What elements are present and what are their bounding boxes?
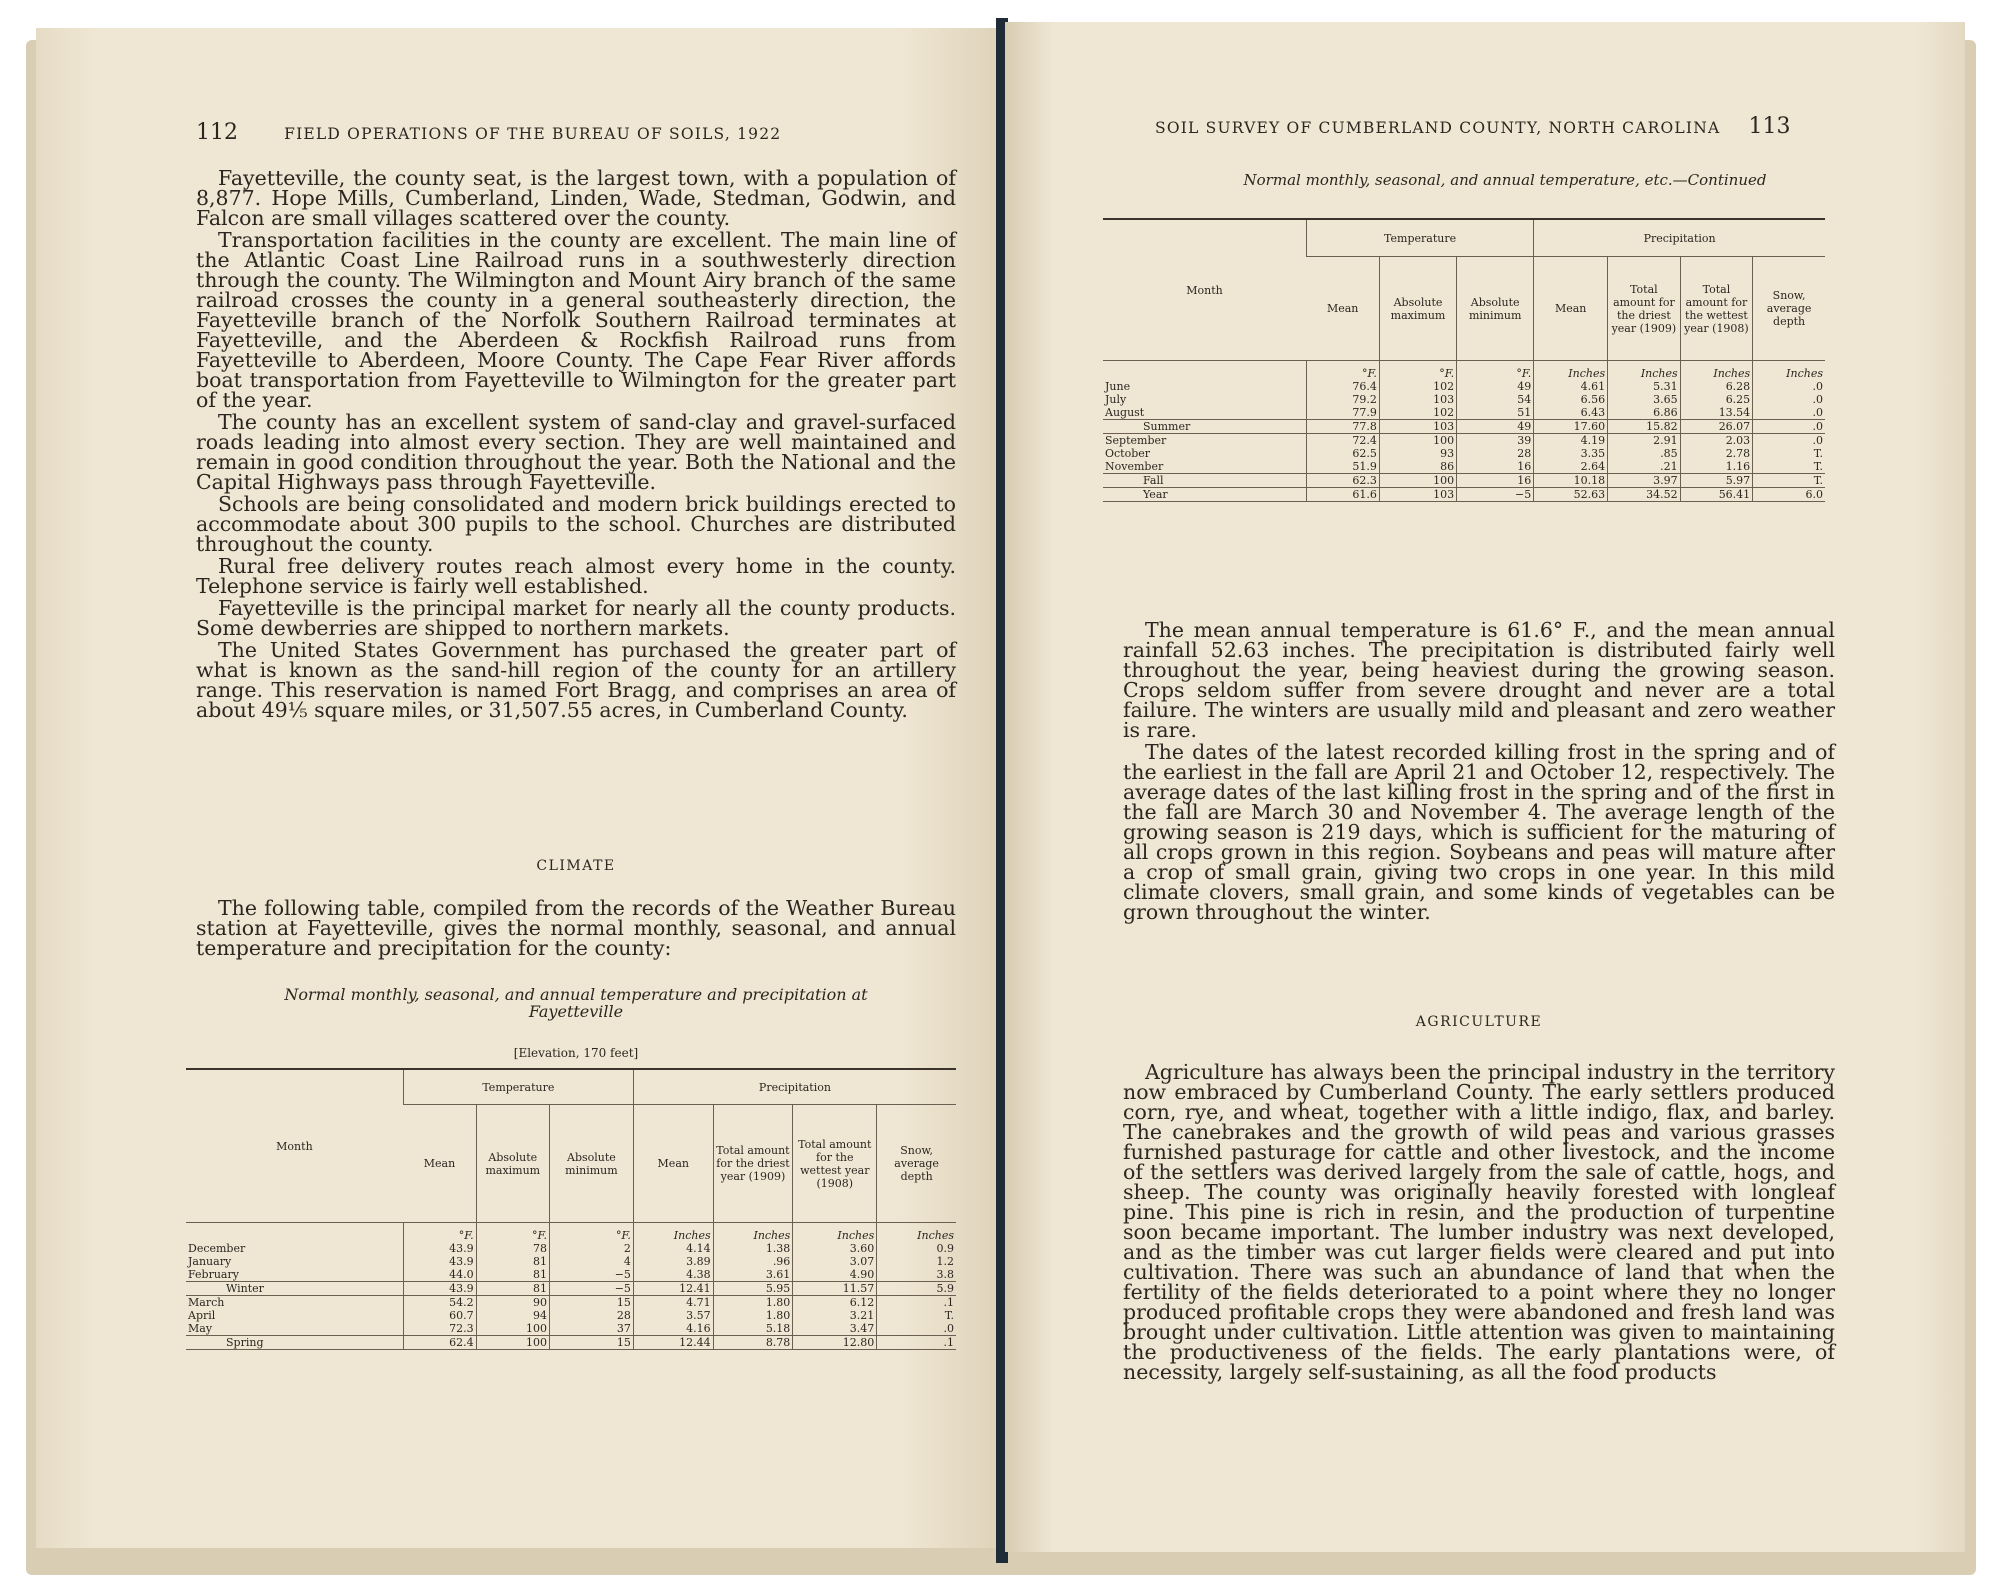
value-stack: 78 81 81 [476,1242,549,1282]
season-row: Summer 77.8 103 49 17.60 15.82 26.07 .0 [1103,420,1825,434]
climate-heading: CLIMATE [536,858,616,874]
value-stack: 43.9 43.9 44.0 [403,1242,476,1282]
season-row: Winter 43.9 81 −5 12.41 5.95 11.57 5.9 [186,1282,956,1296]
unit-cell: °F. [403,1223,476,1243]
col-snow: Snow, average depth [877,1105,956,1223]
value-stack: 6.28 6.25 13.54 [1680,380,1753,420]
value-stack: 90 94 100 [476,1296,549,1336]
col-mean: Mean [1306,257,1379,361]
value-stack: 72.4 62.5 51.9 [1306,434,1379,474]
paragraph: The mean annual temperature is 61.6° F., and the mean annual rainfall 52.63 inches. The precipitation is distributed fairly well throughout the year, being heaviest during the growing season. Crops seldom suffer from severe drought and never are a total failure. The winters are usually mild and pleasant and zero weather is rare. [1123,618,1835,742]
col-precip-mean: Mean [633,1105,713,1223]
paragraph: Fayetteville is the principal market for nearly all the county products. Some dewberries are shipped to northern markets. [196,596,956,640]
col-mean: Mean [403,1105,476,1223]
unit-cell: °F. [1379,361,1456,381]
col-abs-max: Absolute maximum [476,1105,549,1223]
value-stack: 2.91 .85 .21 [1608,434,1681,474]
unit-cell: Inches [1680,361,1753,381]
elevation-note: [Elevation, 170 feet] [513,1046,639,1060]
value-stack: 6.12 3.21 3.47 [793,1296,877,1336]
left-page-number: 112 [196,120,238,145]
right-table-caption: Normal monthly, seasonal, and annual temperature, etc.—Continued [1243,171,1767,189]
col-group-temperature: Temperature [403,1069,633,1105]
right-running-head [1155,114,1791,139]
month-stack: March April May [188,1296,225,1335]
right-page [1005,22,1965,1552]
unit-cell: °F. [1457,361,1534,381]
month-stack: December January February [188,1242,246,1281]
value-stack: 5.31 3.65 6.86 [1608,380,1681,420]
left-table-caption [196,986,956,1020]
unit-cell: Inches [793,1223,877,1243]
unit-cell: Inches [1534,361,1608,381]
left-body-text [196,168,956,722]
paragraph: The county has an excellent system of sand-clay and gravel-surfaced roads leading into almost every section. They are well maintained and remain in good condition throughout the year. Both the National and the Capital Highways pass through Fayetteville. [196,410,956,494]
right-page-number: 113 [1748,114,1791,139]
table-row [1103,434,1825,474]
unit-cell [1103,361,1306,381]
col-month: Month [1103,219,1306,361]
col-group-temperature: Temperature [1306,219,1533,257]
paragraph: The following table, compiled from the records of the Weather Bureau station at Fayetteville, gives the normal monthly, seasonal, and annual temperature and precipitation for the county: [196,896,956,960]
value-stack: 4.14 3.89 4.38 [633,1242,713,1282]
unit-cell: Inches [633,1223,713,1243]
unit-cell [186,1223,403,1243]
unit-cell: Inches [1608,361,1681,381]
paragraph: Schools are being consolidated and modern brick buildings erected to accommodate about 300 pupils to the school. Churches are distributed throughout the county. [196,492,956,556]
unit-cell: Inches [1753,361,1825,381]
right-body-text [1123,620,1835,924]
col-wettest: Total amount for the wettest year (1908) [1680,257,1753,361]
value-stack: 3.60 3.07 4.90 [793,1242,877,1282]
agriculture-heading: AGRICULTURE [1415,1014,1543,1030]
climate-table-right [1103,218,1825,502]
season-row: Spring 62.4 100 15 12.44 8.78 12.80 .1 [186,1336,956,1350]
season-row: Fall 62.3 100 16 10.18 3.97 5.97 T. [1103,474,1825,488]
paragraph: Fayetteville, the county seat, is the largest town, with a population of 8,877. Hope Mills, Cumberland, Linden, Wade, Stedman, Godwin, and Falcon are small villages scattered over the county. [196,166,956,230]
paragraph: The United States Government has purchased the greater part of what is known as the sand-hill region of the county for an artillery range. This reservation is named Fort Bragg, and comprises an area of about 49⅕ square miles, or 31,507.55 acres, in Cumberland County. [196,638,956,722]
value-stack: 49 54 51 [1457,380,1534,420]
col-precip-mean: Mean [1534,257,1608,361]
col-group-precipitation: Precipitation [1534,219,1825,257]
paragraph: The dates of the latest recorded killing frost in the spring and of the earliest in the fall are April 21 and October 12, respectively. The average dates of the last killing frost in the spring and of the first in the fall are March 30 and November 4. The average length of the growing season is 219 days, which is sufficient for the maturing of all crops grown in this region. Soybeans and peas will mature after a crop of small grain, giving two crops in one year. In this mild climate clovers, small grain, and some kinds of vegetables can be grown throughout the winter. [1123,740,1835,924]
unit-cell: Inches [877,1223,956,1243]
paragraph: Transportation facilities in the county are excellent. The main line of the Atlantic Coast Line Railroad runs in a southwesterly direction through the county. The Wilmington and Mount Airy branch of the same railroad crosses the county in a general southeasterly direction, the Fayetteville branch of the Norfolk Southern Railroad terminates at Fayetteville, and the Aberdeen & Rockfish Railroad runs from Fayetteville to Aberdeen, Moore County. The Cape Fear River affords boat transportation from Fayetteville to Wilmington for the greater part of the year. [196,228,956,412]
col-driest: Total amount for the driest year (1909) [1608,257,1681,361]
unit-cell: °F. [549,1223,633,1243]
value-stack: .1 T. .0 [877,1296,956,1336]
value-stack: 4.71 3.57 4.16 [633,1296,713,1336]
left-running-title: FIELD OPERATIONS OF THE BUREAU OF SOILS, 1922 [284,125,782,143]
value-stack: 76.4 79.2 77.9 [1306,380,1379,420]
col-abs-min: Absolute minimum [549,1105,633,1223]
col-abs-max: Absolute maximum [1379,257,1456,361]
caption-line: Normal monthly, seasonal, and annual temperature and precipitation at [284,985,868,1004]
unit-cell: °F. [1306,361,1379,381]
climate-table-left [186,1068,956,1350]
value-stack: 4.19 3.35 2.64 [1534,434,1608,474]
value-stack: 2 4 −5 [549,1242,633,1282]
climate-intro [196,898,956,960]
month-stack: September October November [1105,434,1167,473]
table-row [1103,380,1825,420]
value-stack: 102 103 102 [1379,380,1456,420]
paragraph: Agriculture has always been the principal industry in the territory now embraced by Cumberland County. The early settlers produced corn, rye, and wheat, together with a little indigo, flax, and barley. The canebrakes and the growth of wild peas and various grasses furnished pasturage for cattle and other livestock, and the income of the settlers was derived largely from the sale of cattle, hogs, and sheep. The county was originally heavily forested with longleaf pine. This pine is rich in resin, and the production of turpentine soon became important. The lumber industry was next developed, and as the timber was cut larger fields were cleared and put into cultivation. There was such an abundance of land that when the fertility of the fields deteriorated to a point where they no longer produced profitable crops they were abandoned and fresh land was brought under cultivation. Little attention was given to maintaining the productiveness of the fields. The early plantations were, of necessity, largely self-sustaining, as all the food products [1123,1060,1835,1384]
left-running-head [196,120,781,145]
value-stack: 1.80 1.80 5.18 [713,1296,793,1336]
value-stack: 15 28 37 [549,1296,633,1336]
unit-cell: °F. [476,1223,549,1243]
value-stack: 100 93 86 [1379,434,1456,474]
value-stack: 54.2 60.7 72.3 [403,1296,476,1336]
right-running-title: SOIL SURVEY OF CUMBERLAND COUNTY, NORTH CAROLINA [1155,119,1721,137]
col-wettest: Total amount for the wettest year (1908) [793,1105,877,1223]
col-month: Month [186,1069,403,1223]
left-page [36,28,998,1548]
table-row [186,1296,956,1336]
paragraph: Rural free delivery routes reach almost every home in the county. Telephone service is fairly well established. [196,554,956,598]
month-stack: June July August [1105,380,1145,419]
table-row [186,1242,956,1282]
col-group-precipitation: Precipitation [633,1069,956,1105]
value-stack: .0 .0 .0 [1753,380,1825,420]
value-stack: .0 T. T. [1753,434,1825,474]
caption-line: Fayetteville [528,1002,624,1021]
value-stack: 1.38 .96 3.61 [713,1242,793,1282]
value-stack: 2.03 2.78 1.16 [1680,434,1753,474]
value-stack: 0.9 1.2 3.8 [877,1242,956,1282]
col-snow: Snow, average depth [1753,257,1825,361]
col-abs-min: Absolute minimum [1457,257,1534,361]
agriculture-text [1123,1062,1835,1384]
value-stack: 4.61 6.56 6.43 [1534,380,1608,420]
unit-cell: Inches [713,1223,793,1243]
col-driest: Total amount for the driest year (1909) [713,1105,793,1223]
value-stack: 39 28 16 [1457,434,1534,474]
year-row: Year 61.6 103 −5 52.63 34.52 56.41 6.0 [1103,488,1825,502]
